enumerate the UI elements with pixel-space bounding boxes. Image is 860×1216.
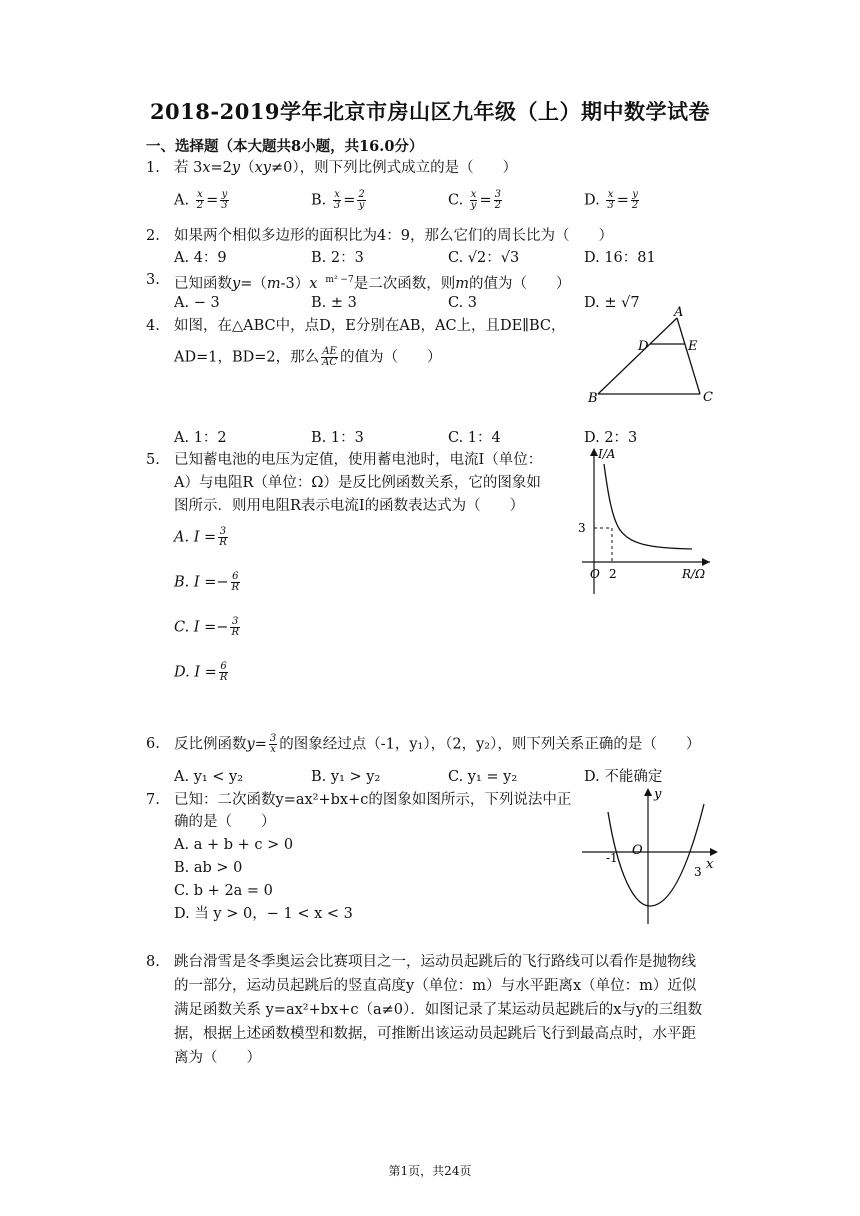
q1-stem: 若 3x=2y（xy≠0），则下列比例式成立的是（ ）	[174, 160, 518, 176]
x-axis-label: x	[706, 857, 714, 872]
q3-stem: 已知函数y=（m-3）x $^{m^2 -7}$是二次函数，则m的值为（ ）	[174, 275, 571, 292]
inverse-curve	[604, 464, 692, 549]
q8-line-5: 离为（ ）	[174, 1050, 261, 1066]
section-heading: 一、选择题（本大题共8小题，共16.0分）	[146, 138, 424, 155]
q5-inverse-graph	[568, 444, 718, 600]
q3-option-a[interactable]: A. − 3	[174, 295, 220, 311]
parabola-curve	[608, 804, 704, 906]
q5-line-1: 已知蓄电池的电压为定值，使用蓄电池时，电流I（单位：	[174, 452, 543, 468]
y-tick-label: 3	[578, 521, 586, 535]
q6-option-d[interactable]: D. 不能确定	[584, 769, 663, 785]
x-axis-arrow	[702, 558, 710, 566]
q7-number: 7.	[146, 792, 160, 808]
q6-option-c[interactable]: C. y₁ = y₂	[448, 769, 518, 785]
q8-line-2: 的一部分，运动员起跳后的竖直高度y（单位：m）与水平距离x（单位：m）近似	[174, 978, 697, 994]
q5-option-b[interactable]: B. I =− $\frac{6}{R}$	[174, 571, 240, 593]
q6-option-a[interactable]: A. y₁ < y₂	[174, 769, 244, 785]
right-root-label: 3	[694, 865, 702, 879]
q3-number: 3.	[146, 272, 160, 288]
q7-option-c[interactable]: C. b + 2a = 0	[174, 883, 273, 899]
y-axis-label: y	[654, 787, 662, 802]
q6-stem: 反比例函数y= $\frac{3}{x}$ 的图象经过点（-1，y₁），（2，y₂），则下列关系正确的是（ ）	[174, 733, 701, 755]
q4-triangle-figure	[580, 306, 720, 410]
q8-number: 8.	[146, 954, 160, 970]
origin-label: O	[632, 843, 643, 858]
q5-number: 5.	[146, 452, 160, 468]
q4-option-d[interactable]: D. 2：3	[584, 430, 638, 446]
q2-option-a[interactable]: A. 4：9	[174, 250, 227, 266]
q8-line-1: 跳台滑雪是冬季奥运会比赛项目之一，运动员起跳后的飞行路线可以看作是抛物线	[174, 954, 696, 970]
q7-option-a[interactable]: A. a + b + c > 0	[174, 837, 294, 853]
q4-line-1: 如图，在△ABC中，点D，E分别在AB，AC上，且DE∥BC，	[174, 318, 566, 334]
segment-ac	[677, 318, 700, 394]
q5-option-c[interactable]: C. I =− $\frac{3}{R}$	[174, 616, 239, 638]
page-footer: 第1页，共24页	[388, 1164, 472, 1178]
q4-number: 4.	[146, 318, 160, 334]
q7-parabola-graph	[578, 784, 724, 930]
q3-option-c[interactable]: C. 3	[448, 295, 478, 311]
q1-option-d[interactable]: D. $\frac{x}{3}$ = $\frac{y}{2}$	[584, 189, 639, 211]
q7-option-d[interactable]: D. 当 y > 0，− 1 < x < 3	[174, 906, 353, 922]
q6-number: 6.	[146, 736, 160, 752]
x-tick-label: 2	[609, 567, 617, 581]
q4-option-c[interactable]: C. 1：4	[448, 430, 501, 446]
q5-line-3: 图所示．则用电阻R表示电流I的函数表达式为（ ）	[174, 498, 525, 514]
q8-line-4: 据，根据上述函数模型和数据，可推断出该运动员起跳后飞行到最高点时，水平距	[174, 1026, 696, 1042]
q2-stem: 如果两个相似多边形的面积比为4：9，那么它们的周长比为（ ）	[174, 228, 613, 244]
q5-line-2: A）与电阻R（单位：Ω）是反比例函数关系，它的图象如	[174, 475, 541, 491]
origin-label: O	[590, 567, 600, 581]
x-axis-label: R/Ω	[682, 567, 706, 581]
label-d: D	[638, 339, 649, 354]
q8-line-3: 满足函数关系 y=ax²+bx+c（a≠0）．如图记录了某运动员起跳后的x与y的三组数	[174, 1002, 703, 1018]
q5-option-d[interactable]: D. I = $\frac{6}{R}$	[174, 661, 228, 683]
y-axis-arrow	[590, 448, 598, 456]
q7-line-1: 已知：二次函数y=ax²+bx+c的图象如图所示，下列说法中正	[174, 792, 572, 808]
page-title: 2018-2019学年北京市房山区九年级（上）期中数学试卷	[149, 99, 711, 124]
q4-option-a[interactable]: A. 1：2	[174, 430, 227, 446]
left-root-label: -1	[606, 851, 618, 865]
q4-line-2: AD=1，BD=2，那么 $\frac{AE}{AC}$ 的值为（ ）	[174, 346, 442, 368]
label-e: E	[688, 339, 698, 354]
q1-option-c[interactable]: C. $\frac{x}{y}$ = $\frac{3}{2}$	[448, 189, 501, 211]
q6-option-b[interactable]: B. y₁ > y₂	[311, 769, 381, 785]
q3-option-b[interactable]: B. ± 3	[311, 295, 357, 311]
label-b: B	[588, 391, 598, 406]
q2-option-b[interactable]: B. 2：3	[311, 250, 364, 266]
q4-option-b[interactable]: B. 1：3	[311, 430, 364, 446]
q3-option-d[interactable]: D. ± √7	[584, 295, 640, 311]
q2-option-d[interactable]: D. 16：81	[584, 250, 656, 266]
q1-number: 1.	[146, 160, 160, 176]
label-a: A	[674, 306, 684, 320]
q1-option-b[interactable]: B. $\frac{x}{3}$ = $\frac{2}{y}$	[311, 189, 365, 211]
y-axis-arrow	[644, 788, 652, 796]
q7-line-2: 确的是（ ）	[174, 814, 276, 830]
segment-ba	[598, 318, 677, 394]
x-axis-arrow	[710, 848, 718, 856]
q2-option-c[interactable]: C. √2：√3	[448, 250, 520, 266]
y-axis-label: I/A	[598, 447, 616, 461]
label-c: C	[703, 390, 713, 405]
q2-number: 2.	[146, 228, 160, 244]
q7-option-b[interactable]: B. ab > 0	[174, 860, 243, 876]
q1-option-a[interactable]: A. $\frac{x}{2}$ = $\frac{y}{3}$	[174, 189, 228, 211]
q5-option-a[interactable]: A. I = $\frac{3}{R}$	[174, 526, 227, 548]
